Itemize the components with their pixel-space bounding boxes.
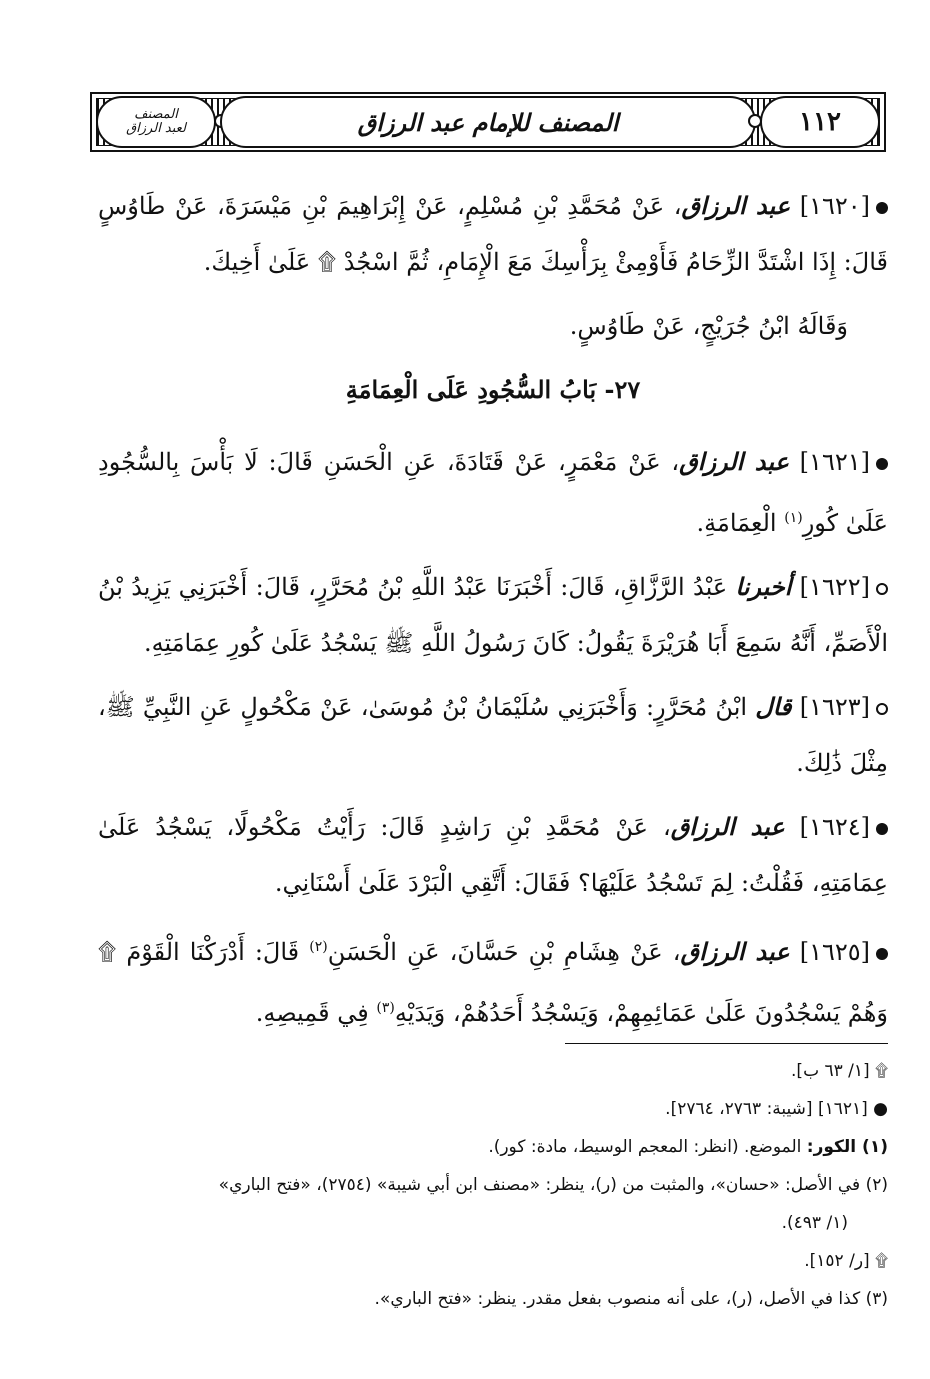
hadith-text: الْعِمَامَةِ. [696, 509, 777, 537]
bullet-filled-icon [876, 823, 888, 835]
footnotes [98, 1052, 888, 1318]
hadith-text: ، عَنْ هِشَامِ بْنِ حَسَّانَ، عَنِ الْحَسَنِ [327, 938, 681, 966]
header-logo [96, 96, 216, 148]
footnote-1 [98, 1128, 888, 1166]
page-number: ١١٢ [799, 107, 841, 137]
footnote-folio: ۩ [١/ ٦٣ ب]. [791, 1061, 888, 1081]
hadith-number: [١٦٢٠] [799, 192, 870, 220]
hadith-1625 [98, 919, 888, 1041]
main-text [98, 178, 888, 1049]
hadith-number: [١٦٢٥] [799, 938, 870, 966]
footnote-2 [98, 1166, 888, 1242]
hadith-number: [١٦٢٣] [799, 693, 870, 721]
hadith-text: ، عَنْ مَعْمَرٍ، عَنْ قَتَادَةَ، عَنِ الْحَسَنِ قَالَ: لَا بَأْسَ بِالسُّجُودِ عَلَىٰ كُورِ [98, 448, 888, 537]
hadith-1621 [98, 434, 888, 551]
footnote-ref[interactable]: (١) [784, 510, 803, 526]
hadith-source: عبد الرزاق [670, 812, 785, 841]
running-header [90, 92, 886, 152]
hadith-text: قَالَ: أَدْرَكْنَا الْقَوْمَ ۩ وَهُمْ يَسْجُدُونَ عَلَىٰ عَمَائِمِهِمْ، وَيَسْجُدُ أَحَدُهُمْ، وَيَدَيْهِ [98, 938, 888, 1027]
hadith-source: عبد الرزاق [679, 447, 789, 476]
footnote-folio: ۩ [ر/ ١٥٢]. [804, 1251, 888, 1271]
logo-text [126, 108, 186, 136]
logo-line-2: لعبد الرزاق [126, 121, 186, 136]
hadith-text: ، عَنْ مُحَمَّدِ بْنِ رَاشِدٍ قَالَ: رَأَيْتُ مَكْحُولًا، يَسْجُدُ عَلَىٰ عِمَامَتِهِ، فَقُلْتُ: لِمَ تَسْجُدُ عَلَيْهَا؟ فَقَالَ: أَتَّقِي الْبَرْدَ عَلَىٰ أَسْنَانِي. [98, 813, 888, 897]
hadith-number: [١٦٢١] [799, 448, 870, 476]
hadith-source: عبد الرزاق [680, 937, 790, 966]
hadith-number: [١٦٢٢] [799, 573, 870, 601]
bullet-filled-icon [876, 458, 888, 470]
footnote-label: (١) الكور: [806, 1137, 888, 1157]
hadith-source: عبد الرزاق [681, 191, 791, 220]
hadith-text: ، عَنْ مُحَمَّدِ بْنِ مُسْلِمٍ، عَنْ إِبْرَاهِيمَ بْنِ مَيْسَرَةَ، عَنْ طَاوُسٍ قَالَ: إِذَا اشْتَدَّ الزِّحَامُ فَأَوْمِئْ بِرَأْسِكَ مَعَ الْإِمَامِ، ثُمَّ اسْجُدْ ۩ عَلَىٰ أَخِيكَ. [98, 192, 888, 276]
bullet-hollow-icon [876, 703, 888, 715]
footnote-separator [565, 1043, 888, 1044]
footnote-text: الموضع. (انظر: المعجم الوسيط، مادة: كور). [488, 1137, 802, 1157]
page-number-box [760, 96, 880, 148]
footnote-3: (٣) كذا في الأصل، (ر)، على أنه منصوب بفعل مقدر. ينظر: «فتح الباري». [374, 1289, 888, 1309]
logo-line-1: المصنف [134, 107, 178, 122]
hadith-number: [١٦٢٤] [799, 813, 870, 841]
hadith-1622 [98, 559, 888, 671]
hadith-source: قال [755, 692, 792, 721]
book-title: المصنف للإمام عبد الرزاق [357, 107, 619, 137]
hadith-text: وَقَالَهُ ابْنُ جُرَيْجٍ، عَنْ طَاوُسٍ. [569, 312, 848, 340]
hadith-text: فِي قَمِيصِهِ. [255, 999, 369, 1027]
footnote-text: (٢) في الأصل: «حسان»، والمثبت من (ر)، ينظر: «مصنف ابن أبي شيبة» (٢٧٥٤)، «فتح الباري» [218, 1175, 888, 1195]
bullet-hollow-icon [876, 583, 888, 595]
bullet-filled-icon [876, 202, 888, 214]
hadith-text: ابْنُ مُحَرَّرٍ: وَأَخْبَرَنِي سُلَيْمَانُ بْنُ مُوسَىٰ، عَنْ مَكْحُولٍ عَنِ النَّبِيِّ ﷺ، مِثْلَ ذَٰلِكَ. [98, 693, 888, 777]
header-title-box [220, 96, 756, 148]
hadith-1620-note [98, 298, 888, 354]
hadith-1623 [98, 679, 888, 791]
footnote-ref[interactable]: (٢) [309, 939, 328, 955]
footnote-continuation: (١/ ٤٩٣). [781, 1213, 848, 1233]
footnote-ref[interactable]: (٣) [376, 1000, 395, 1016]
hadith-source: أخبرنا [735, 572, 792, 601]
hadith-text: عَبْدُ الرَّزَّاقِ، قَالَ: أَخْبَرَنَا عَبْدُ اللَّهِ بْنُ مُحَرَّرٍ، قَالَ: أَخْبَرَنِي يَزِيدُ بْنُ الْأَصَمِّ، أَنَّهُ سَمِعَ أَبَا هُرَيْرَةَ يَقُولُ: كَانَ رَسُولُ اللَّهِ ﷺ يَسْجُدُ عَلَىٰ كُورِ عِمَامَتِهِ. [98, 573, 888, 657]
footnote-cross-ref: ● [١٦٢١] [شيبة: ٢٧٦٣، ٢٧٦٤]. [665, 1099, 888, 1119]
hadith-1620 [98, 178, 888, 290]
bullet-filled-icon [876, 948, 888, 960]
chapter-heading: ٢٧- بَابُ السُّجُودِ عَلَى الْعِمَامَةِ [345, 375, 641, 404]
hadith-1624 [98, 799, 888, 911]
